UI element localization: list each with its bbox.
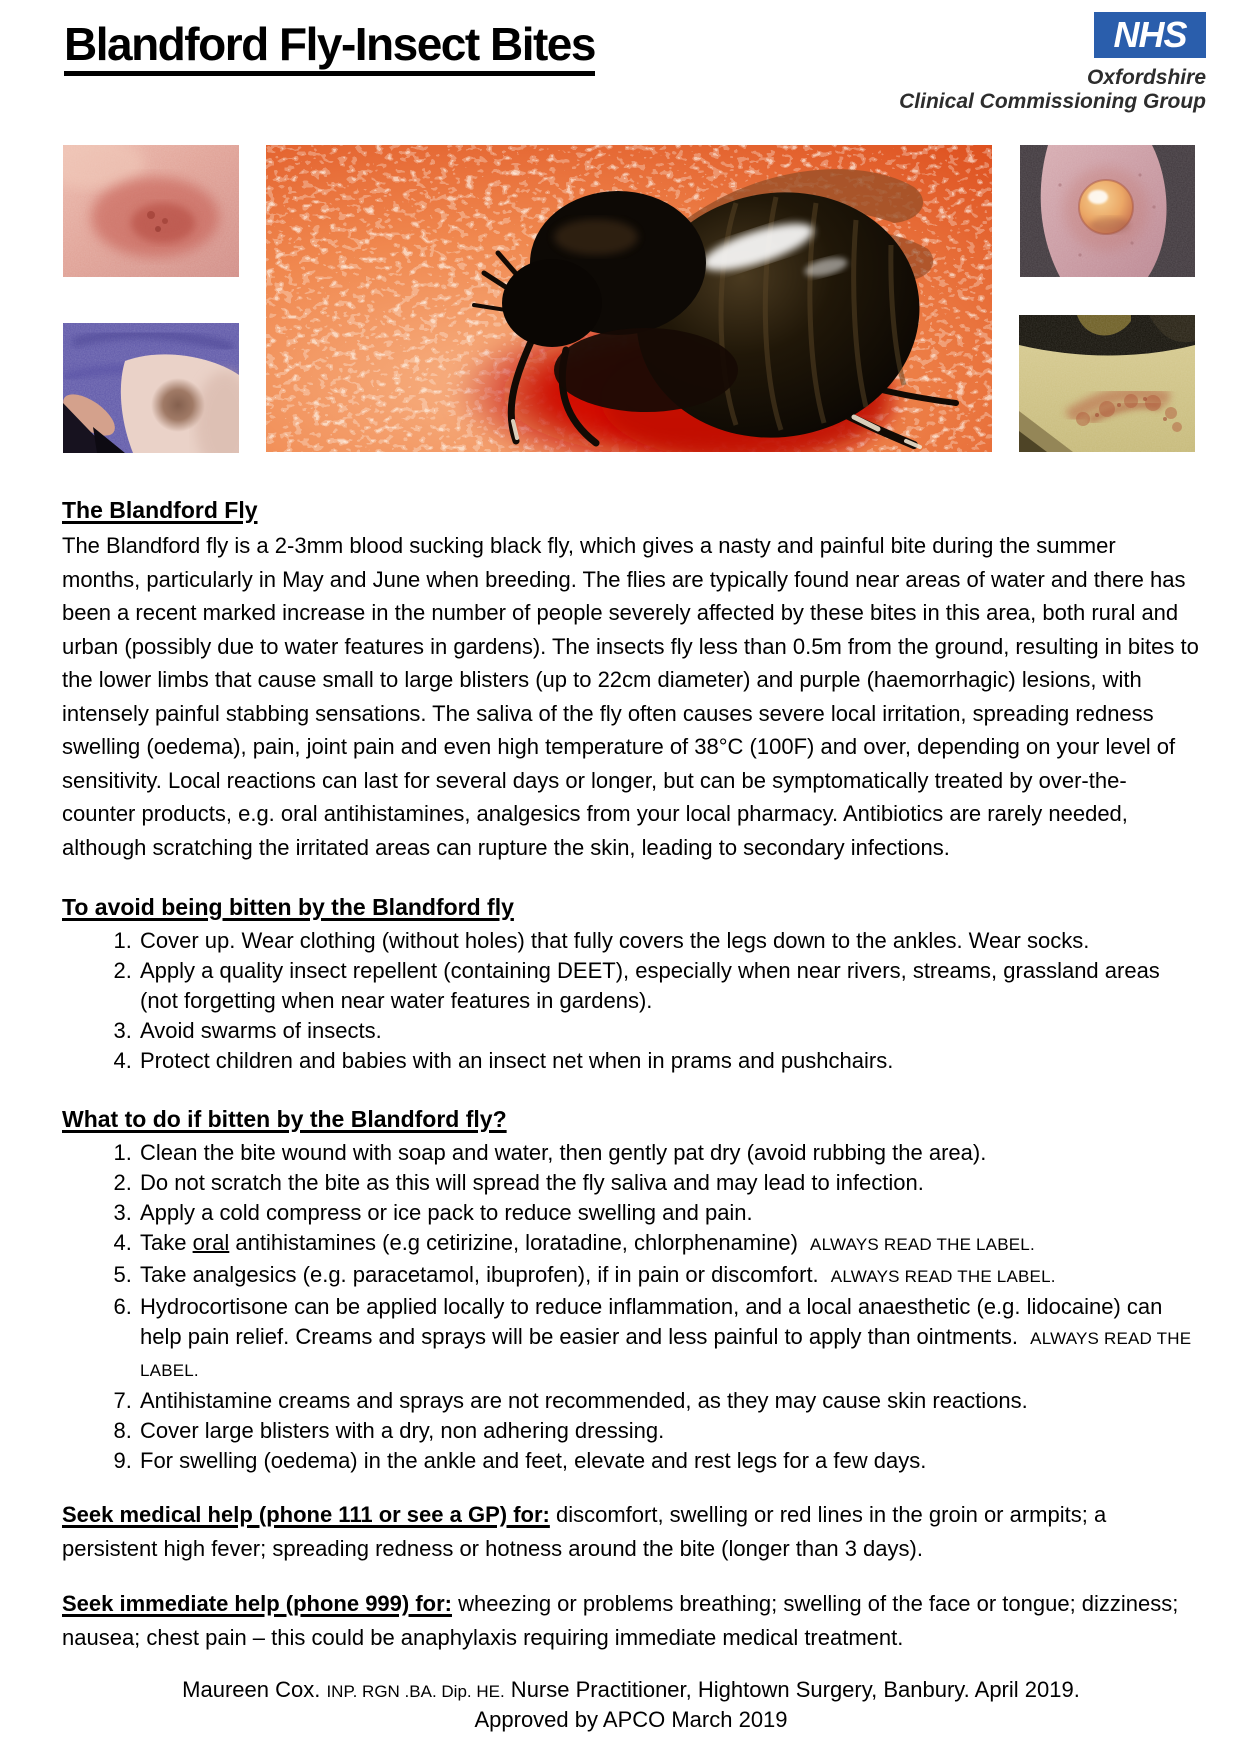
- list-item-text: Hydrocortisone can be applied locally to reduce inflammation, and a local anaesthetic (e.g. lidocaine) can help pain relief. Creams and sprays will be easier and less painful to apply than ointments.: [140, 1294, 1163, 1349]
- list-item-text: antihistamines (e.g cetirizine, loratadine, chlorphenamine): [229, 1230, 805, 1255]
- list-item-text: Apply a cold compress or ice pack to reduce swelling and pain.: [140, 1200, 753, 1225]
- bite-redness-photo: [63, 145, 239, 277]
- immediate-help-lead: Seek immediate help (phone 999) for:: [62, 1591, 452, 1616]
- list-item: [138, 1386, 1200, 1416]
- list-item-text: Take analgesics (e.g. paracetamol, ibuprofen), if in pain or discomfort.: [140, 1262, 825, 1287]
- section-heading-treat: What to do if bitten by the Blandford fly?: [62, 1106, 507, 1132]
- section-treat: [62, 1102, 1200, 1476]
- nhs-logo-text: NHS: [1113, 14, 1187, 55]
- header: [0, 0, 1240, 145]
- list-item-text: Cover up. Wear clothing (without holes) that fully covers the legs down to the ankles. Wear socks.: [140, 928, 1090, 953]
- footer-author-line: [62, 1676, 1200, 1706]
- footer-credentials: INP. RGN .BA. Dip. HE.: [326, 1682, 505, 1701]
- list-item: [138, 1260, 1200, 1292]
- list-item-text: Do not scratch the bite as this will spread the fly saliva and may lead to infection.: [140, 1170, 924, 1195]
- list-item: [138, 1416, 1200, 1446]
- footer: [62, 1676, 1200, 1734]
- avoid-list: [62, 926, 1200, 1076]
- blandford-fly-photo: [266, 145, 992, 452]
- read-label-note: ALWAYS READ THE LABEL.: [140, 1329, 1192, 1380]
- footer-approval-line: Approved by APCO March 2019: [474, 1707, 788, 1732]
- footer-author-name: Maureen Cox.: [182, 1677, 327, 1702]
- list-item-text: Clean the bite wound with soap and water, then gently pat dry (avoid rubbing the area).: [140, 1140, 987, 1165]
- list-item: [138, 926, 1200, 956]
- list-item: [138, 1446, 1200, 1476]
- list-item-text: Apply a quality insect repellent (containing DEET), especially when near rivers, streams, grassland areas (not forgetting when near water features in gardens).: [140, 958, 1160, 1013]
- list-item: [138, 1198, 1200, 1228]
- list-item-text: For swelling (oedema) in the ankle and feet, elevate and rest legs for a few days.: [140, 1448, 927, 1473]
- list-item: [138, 956, 1200, 1016]
- arm-blister-photo: [1020, 145, 1195, 277]
- read-label-note: ALWAYS READ THE LABEL.: [830, 1267, 1056, 1286]
- immediate-help-paragraph: [62, 1587, 1200, 1654]
- section-about: [62, 493, 1200, 864]
- org-name-line2: Clinical Commissioning Group: [899, 90, 1206, 113]
- section-avoid: [62, 890, 1200, 1076]
- nhs-logo: [1094, 12, 1206, 58]
- medical-help-paragraph: [62, 1498, 1200, 1565]
- photo-strip: [0, 145, 1240, 453]
- footer-author-role: Nurse Practitioner, Hightown Surgery, Banbury. April 2019.: [504, 1677, 1080, 1702]
- list-item: [138, 1016, 1200, 1046]
- about-paragraph: The Blandford fly is a 2-3mm blood sucking black fly, which gives a nasty and painful bite during the summer months, particularly in May and June when breeding. The flies are typically found near areas of water and there has been a recent marked increase in the number of people severely affected by these bites in this area, both rural and urban (possibly due to water features in gardens). The insects fly less than 0.5m from the ground, resulting in bites to the lower limbs that cause small to large blisters (up to 22cm diameter) and purple (haemorrhagic) lesions, with intensely painful stabbing sensations. The saliva of the fly often causes severe local irritation, spreading redness swelling (oedema), pain, joint pain and even high temperature of 38°C (100F) and over, depending on your level of sensitivity. Local reactions can last for several days or longer, but can be symptomatically treated by over-the-counter products, e.g. oral antihistamines, analgesics from your local pharmacy. Antibiotics are rarely needed, although scratching the irritated areas can rupture the skin, leading to secondary infections.: [62, 533, 1199, 860]
- medical-help-lead: Seek medical help (phone 111 or see a GP) for:: [62, 1502, 550, 1527]
- arm-rash-photo: [1019, 315, 1195, 452]
- immediate-help-body: wheezing or problems breathing; swelling of the face or tongue; dizziness; nausea; chest pain – this could be anaphylaxis requiring immediate medical treatment.: [62, 1591, 1179, 1650]
- list-item: [138, 1168, 1200, 1198]
- list-item: [138, 1228, 1200, 1260]
- list-item: [138, 1292, 1200, 1386]
- arm-bruise-photo: [63, 323, 239, 453]
- list-item: [138, 1046, 1200, 1076]
- list-item: [138, 1138, 1200, 1168]
- org-name-line1: Oxfordshire: [1086, 66, 1206, 89]
- list-item-text: Protect children and babies with an insect net when in prams and pushchairs.: [140, 1048, 894, 1073]
- section-heading-avoid: To avoid being bitten by the Blandford fly: [62, 894, 514, 920]
- list-item-text: Cover large blisters with a dry, non adhering dressing.: [140, 1418, 665, 1443]
- medical-help-body: discomfort, swelling or red lines in the groin or armpits; a persistent high fever; spreading redness or hotness around the bite (longer than 3 days).: [62, 1502, 1107, 1561]
- list-item-text: Avoid swarms of insects.: [140, 1018, 382, 1043]
- document-title: Blandford Fly-Insect Bites: [64, 20, 595, 76]
- list-item-text: Take: [140, 1230, 193, 1255]
- section-heading-about: The Blandford Fly: [62, 497, 258, 523]
- content: [0, 493, 1240, 1734]
- list-item-text: Antihistamine creams and sprays are not recommended, as they may cause skin reactions.: [140, 1388, 1028, 1413]
- underlined-word: oral: [192, 1230, 230, 1255]
- nhs-logo-block: [899, 12, 1206, 114]
- treatment-list: [62, 1138, 1200, 1476]
- read-label-note: ALWAYS READ THE LABEL.: [810, 1235, 1035, 1254]
